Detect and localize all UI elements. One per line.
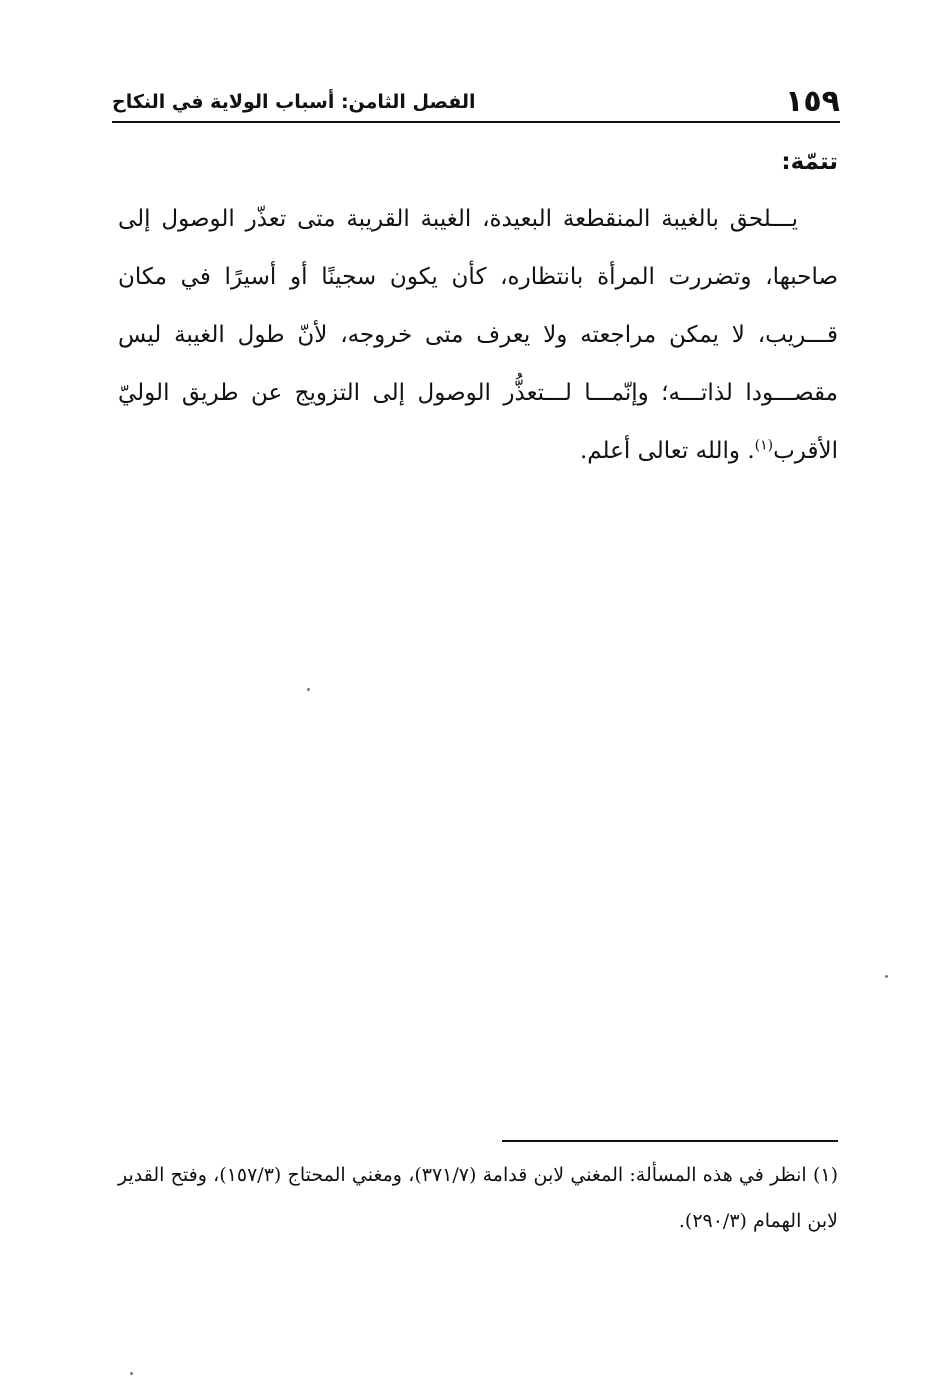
body-paragraph (118, 190, 838, 480)
running-title: الفصل الثامن: أسباب الولاية في النكاح (112, 91, 476, 113)
footnote-separator (502, 1140, 838, 1142)
scan-speck (885, 975, 888, 978)
footnotes (118, 1152, 838, 1244)
footnote-1: (١) انظر في هذه المسألة: المغني لابن قدامة (٣٧١/٧)، ومغني المحتاج (١٥٧/٣)، وفتح القدير لابن الهمام (٢٩٠/٣). (118, 1164, 838, 1232)
paragraph-closing: . والله تعالى أعلم. (579, 438, 755, 464)
header-rule (112, 121, 840, 123)
scan-speck (130, 1372, 133, 1375)
footnote-reference[interactable]: (١) (754, 437, 774, 454)
main-text (118, 140, 838, 480)
page-header (112, 84, 840, 120)
scan-speck (307, 688, 310, 691)
page-number: ١٥٩ (785, 84, 840, 119)
section-heading: تتمّة: (781, 149, 838, 175)
paragraph-text: يـــلحق بالغيبة المنقطعة البعيدة، الغيبة القريبة متى تعذّر الوصول إلى صاحبها، وتضررت المرأة بانتظاره، كأن يكون سجينًا أو أسيرًا في مكان قـــريب، لا يمكن مراجعته ولا يعرف متى خروجه، لأنّ طول الغيبة ليس مقصـــودا لذاتـــه؛ وإنّمـــا لـــتعذُّر الوصول إلى التزويج عن طريق الوليّ الأقرب (118, 206, 838, 464)
